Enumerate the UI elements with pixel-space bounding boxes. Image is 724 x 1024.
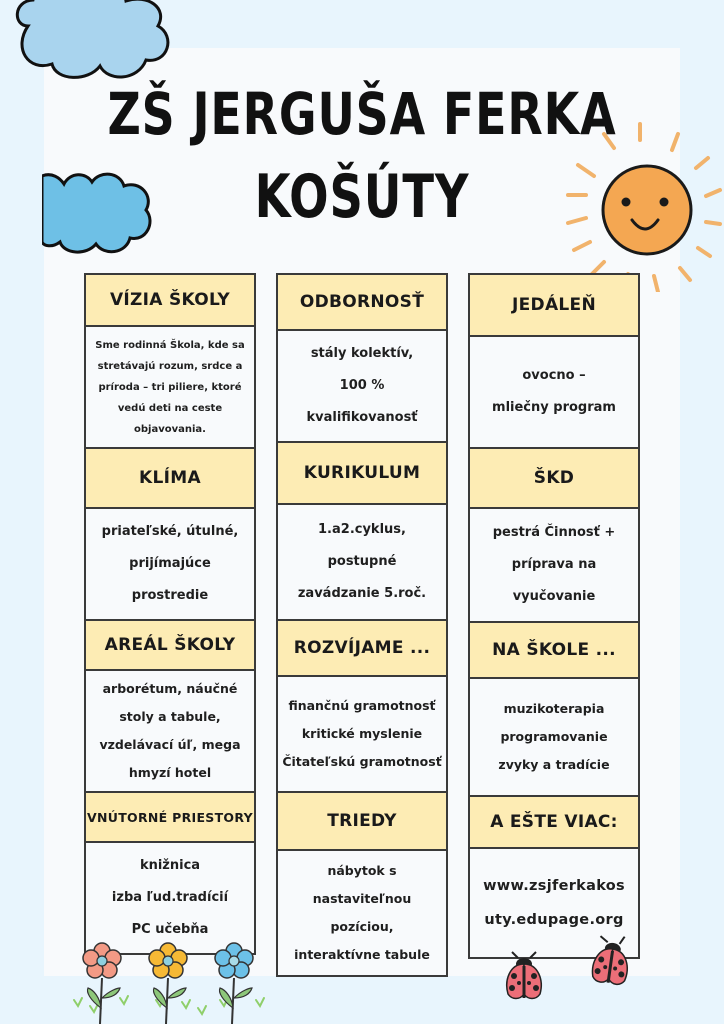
card-line: objavovania. bbox=[134, 423, 206, 435]
card-body bbox=[278, 851, 446, 975]
card-odbornost bbox=[276, 273, 448, 443]
cloud-icon bbox=[8, 0, 178, 86]
column-2 bbox=[276, 273, 448, 977]
card-heading: JEDÁLEŇ bbox=[470, 275, 638, 337]
card-heading: ODBORNOSŤ bbox=[278, 275, 446, 331]
card-heading: A EŠTE VIAC: bbox=[470, 797, 638, 849]
card-line: 1.a2.cyklus, bbox=[318, 522, 406, 537]
card-heading: VÍZIA ŠKOLY bbox=[86, 275, 254, 327]
card-line: PC učebňa bbox=[131, 922, 209, 937]
card-line: pestrá Činnosť + bbox=[492, 525, 616, 540]
column-3 bbox=[468, 273, 640, 959]
card-line: ovocno – bbox=[522, 368, 586, 383]
card-skd bbox=[468, 449, 640, 623]
card-body bbox=[470, 509, 638, 621]
card-heading: ROZVÍJAME ... bbox=[278, 621, 446, 677]
card-body bbox=[278, 677, 446, 791]
card-jedalen bbox=[468, 273, 640, 449]
card-line: nábytok s bbox=[327, 863, 397, 878]
card-line: finančnú gramotnosť bbox=[288, 698, 436, 713]
card-body bbox=[470, 337, 638, 447]
card-heading: NA ŠKOLE ... bbox=[470, 623, 638, 679]
card-line: programovanie bbox=[500, 729, 608, 744]
card-body bbox=[86, 843, 254, 953]
card-line: nastaviteľnou bbox=[312, 891, 412, 906]
card-line: príprava na bbox=[511, 557, 597, 572]
card-line: príroda – tri piliere, ktoré bbox=[98, 381, 242, 393]
card-line: vedú deti na ceste bbox=[117, 402, 223, 414]
card-line: hmyzí hotel bbox=[128, 765, 212, 780]
flower-pink-icon bbox=[80, 942, 126, 1024]
card-line: zavádzanie 5.roč. bbox=[297, 586, 427, 601]
card-vnutorne-priestory bbox=[84, 793, 256, 955]
card-heading: ŠKD bbox=[470, 449, 638, 509]
card-triedy bbox=[276, 793, 448, 977]
card-line: muzikoterapia bbox=[503, 701, 605, 716]
card-heading: KLÍMA bbox=[86, 449, 254, 509]
card-line: kvalifikovanosť bbox=[306, 410, 418, 425]
card-body bbox=[470, 679, 638, 795]
card-kurikulum bbox=[276, 443, 448, 621]
card-line: arborétum, náučné bbox=[102, 681, 238, 696]
card-line: 100 % bbox=[339, 378, 385, 393]
card-line: vyučovanie bbox=[512, 589, 596, 604]
card-line: stály kolektív, bbox=[310, 346, 414, 361]
flower-blue-icon bbox=[212, 942, 258, 1024]
card-line: postupné bbox=[327, 554, 397, 569]
column-1 bbox=[84, 273, 256, 955]
card-line: prijímajúce bbox=[129, 556, 211, 571]
card-line: mliečny program bbox=[492, 400, 616, 415]
card-na-skole bbox=[468, 623, 640, 797]
card-heading: VNÚTORNÉ PRIESTORY bbox=[86, 793, 254, 843]
ladybug-icon bbox=[587, 932, 636, 991]
card-line: stoly a tabule, bbox=[119, 709, 221, 724]
flower-yellow-icon bbox=[146, 942, 192, 1024]
card-vizia-skoly bbox=[84, 273, 256, 449]
card-rozvijame bbox=[276, 621, 448, 793]
ladybug-icon bbox=[504, 950, 546, 1004]
website-link-part1[interactable]: www.zsjferkakos bbox=[483, 878, 625, 894]
card-line: zvyky a tradície bbox=[498, 757, 610, 772]
card-line: pozíciou, bbox=[330, 919, 394, 934]
card-line: kritické myslenie bbox=[301, 726, 423, 741]
card-line: priateľské, útulné, bbox=[101, 524, 239, 539]
card-line: Sme rodinná Škola, kde sa bbox=[95, 339, 245, 351]
card-line: izba ľud.tradícií bbox=[111, 890, 229, 905]
card-areal-skoly bbox=[84, 621, 256, 793]
card-heading: KURIKULUM bbox=[278, 443, 446, 505]
card-heading: AREÁL ŠKOLY bbox=[86, 621, 254, 671]
card-body bbox=[86, 509, 254, 619]
card-line: vzdelávací úľ, mega bbox=[99, 737, 241, 752]
website-link-part2[interactable]: uty.edupage.org bbox=[484, 912, 624, 928]
card-heading: TRIEDY bbox=[278, 793, 446, 851]
card-line: prostredie bbox=[131, 588, 209, 603]
card-body bbox=[278, 331, 446, 441]
card-line: knižnica bbox=[139, 858, 201, 873]
card-body bbox=[278, 505, 446, 619]
card-body bbox=[86, 671, 254, 791]
school-title-line2: KOŠÚTY bbox=[254, 162, 470, 232]
card-line: stretávajú rozum, srdce a bbox=[97, 360, 243, 372]
card-klima bbox=[84, 449, 256, 621]
card-line: interaktívne tabule bbox=[294, 947, 430, 962]
card-body bbox=[86, 327, 254, 447]
school-title-line1: ZŠ JERGUŠA FERKA bbox=[107, 80, 617, 148]
card-line: Čitateľskú gramotnosť bbox=[282, 754, 442, 769]
